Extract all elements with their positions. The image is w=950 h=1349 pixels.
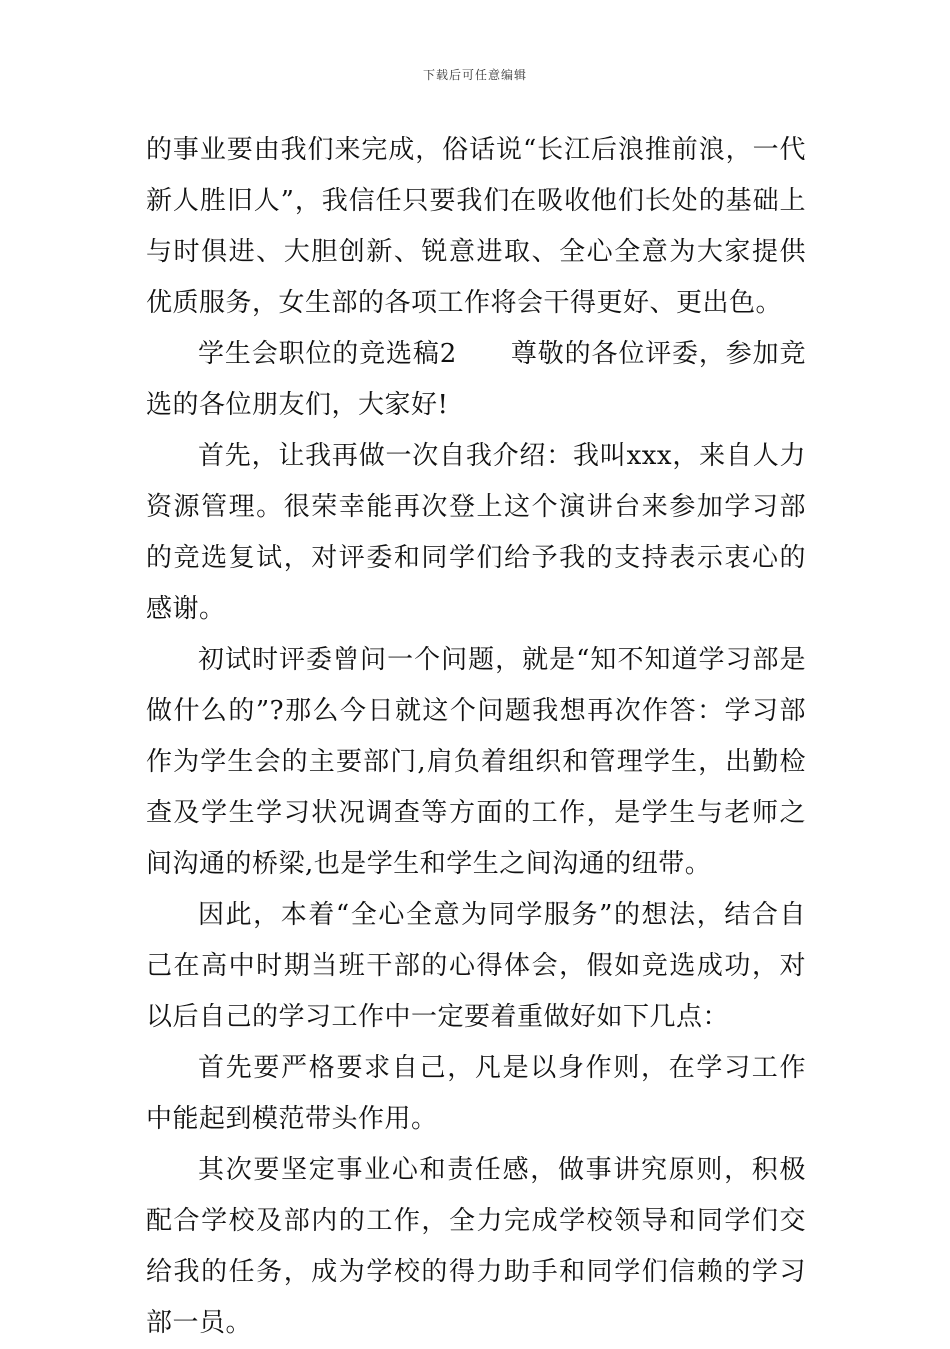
paragraph-point-two: 其次要坚定事业心和责任感，做事讲究原则，积极配合学校及部内的工作，全力完成学校领导和同学们交给我的任务，成为学校的得力助手和同学们信赖的学习部一员。 — [146, 1155, 806, 1338]
document-body — [146, 125, 806, 1349]
paragraph-section-title: 学生会职位的竞选稿2 尊敬的各位评委，参加竞选的各位朋友们，大家好! — [146, 339, 806, 420]
paragraph-introduction: 首先，让我再做一次自我介绍：我叫xxx，来自人力资源管理。很荣幸能再次登上这个演讲台来参加学习部的竞选复试，对评委和同学们给予我的支持表示衷心的感谢。 — [146, 441, 806, 624]
paragraph-continued: 的事业要由我们来完成，俗话说“长江后浪推前浪，一代新人胜旧人”，我信任只要我们在吸收他们长处的基础上与时俱进、大胆创新、锐意进取、全心全意为大家提供优质服务，女生部的各项工作将会干得更好、更出色。 — [146, 135, 806, 318]
header-note: 下载后可任意编辑 — [422, 68, 527, 82]
paragraph-point-one: 首先要严格要求自己，凡是以身作则，在学习工作中能起到模范带头作用。 — [146, 1053, 806, 1134]
paragraph-plan-intro: 因此，本着“全心全意为同学服务”的想法，结合自己在高中时期当班干部的心得体会，假如竞选成功，对以后自己的学习工作中一定要着重做好如下几点： — [146, 900, 806, 1032]
paragraph-department-role: 初试时评委曾问一个问题，就是“知不知道学习部是做什么的”?那么今日就这个问题我想再次作答：学习部作为学生会的主要部门,肩负着组织和管理学生，出勤检查及学生学习状况调查等方面的工作，是学生与老师之间沟通的桥梁,也是学生和学生之间沟通的纽带。 — [146, 645, 806, 879]
